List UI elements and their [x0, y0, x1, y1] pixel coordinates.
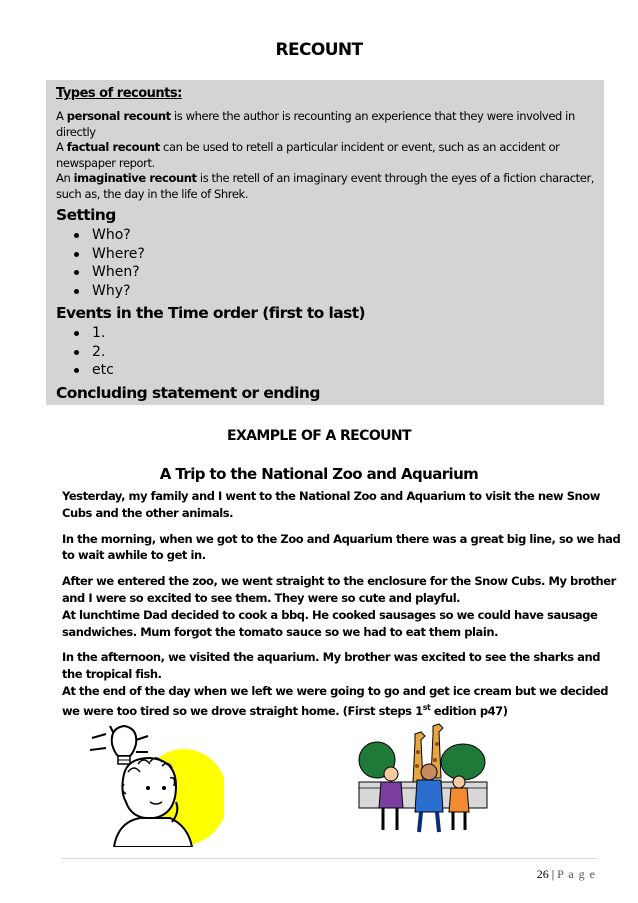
setting-list	[56, 226, 596, 300]
list-item: Where?	[92, 245, 596, 264]
recount-structure-box	[46, 80, 604, 405]
factual-recount-term: factual recount	[66, 140, 160, 154]
concluding-heading: Concluding statement or ending	[56, 383, 320, 402]
story-paragraph: In the afternoon, we visited the aquarium. My brother was excited to see the sharks and the tropical fish. At the end of the day when we left we were going to go and get ice cream but we decided we were too tired so we drove straight home. (First steps 1st edition p47)	[62, 650, 609, 718]
footer-divider	[62, 858, 598, 859]
page-title: RECOUNT	[275, 40, 363, 60]
story-paragraph: After we entered the zoo, we went straight to the enclosure for the Snow Cubs. My brother and I were so excited to see them. They were so cute and playful. At lunchtime Dad decided to cook a bbq. He cooked sausages so we could have sausage sandwiches. Mum forgot the tomato sauce so we had to eat them plain.	[62, 574, 616, 639]
list-item: 1.	[92, 324, 596, 343]
events-list	[56, 324, 596, 380]
zoo-family-clipart	[355, 722, 491, 836]
types-heading: Types of recounts:	[56, 86, 182, 101]
page-footer: 26 | P a g e	[536, 867, 596, 881]
list-item: When?	[92, 263, 596, 282]
page-number: 26	[536, 867, 549, 881]
list-item: Why?	[92, 282, 596, 301]
light-bulb-thinking-clipart	[84, 722, 224, 847]
story-paragraph: In the morning, when we got to the Zoo and Aquarium there was a great big line, so we had to wait awhile to get in.	[62, 531, 621, 563]
factual-recount-definition: A factual recount can be used to retell a particular incident or event, such as an accident or newspaper report.	[56, 140, 560, 170]
list-item: 2.	[92, 343, 596, 362]
story-paragraph: Yesterday, my family and I went to the National Zoo and Aquarium to visit the new Snow Cubs and the other animals.	[62, 489, 600, 520]
setting-heading: Setting	[56, 206, 116, 224]
imaginative-recount-definition: An imaginative recount is the retell of an imaginary event through the eyes of a fiction character, such as, the day in the life of Shrek.	[56, 171, 595, 201]
personal-recount-definition: A personal recount is where the author is recounting an experience that they were involved in directly	[56, 109, 575, 139]
story-title: A Trip to the National Zoo and Aquarium	[159, 465, 479, 483]
example-heading: EXAMPLE OF A RECOUNT	[227, 428, 411, 444]
list-item: Who?	[92, 226, 596, 245]
personal-recount-term: personal recount	[66, 109, 171, 123]
story-body	[62, 488, 622, 728]
events-heading: Events in the Time order (first to last)	[56, 304, 366, 322]
imaginative-recount-term: imaginative recount	[73, 171, 197, 185]
page-label: P a g e	[557, 867, 596, 881]
list-item: etc	[92, 361, 596, 380]
